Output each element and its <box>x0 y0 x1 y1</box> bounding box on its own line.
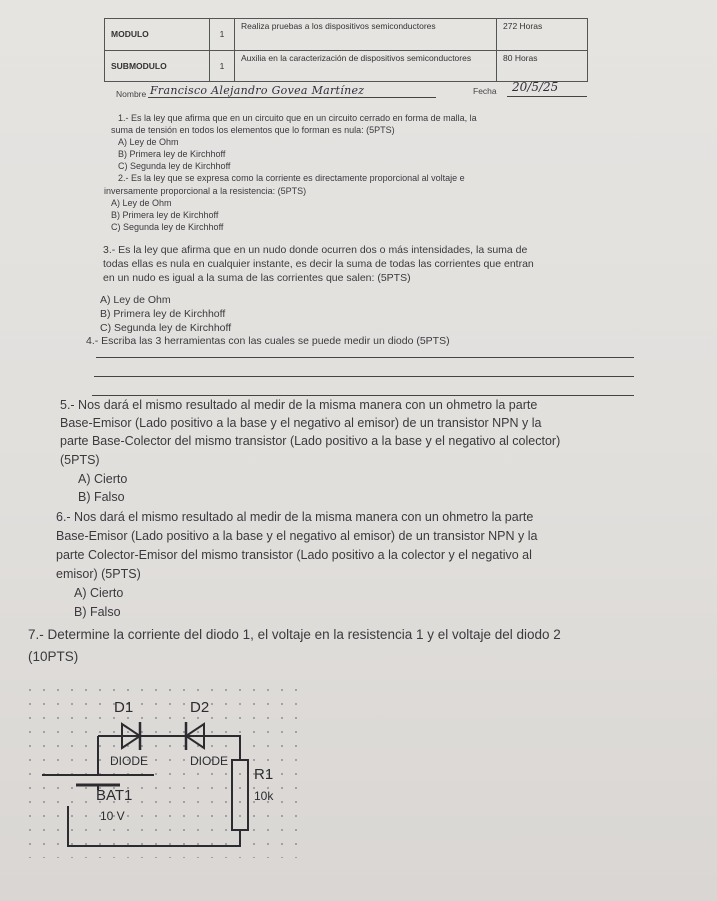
q4-answer-line-3[interactable] <box>92 395 634 396</box>
q5-line2: Base-Emisor (Lado positivo a la base y el negativo al emisor) de un transistor NPN y la <box>60 416 542 430</box>
q1-line2: suma de tensión en todos los elementos que lo forman es nula: (5PTS) <box>111 125 395 135</box>
q1-option-c[interactable]: C) Segunda ley de Kirchhoff <box>118 161 231 171</box>
q5-line1: 5.- Nos dará el mismo resultado al medir de la misma manera con un ohmetro la parte <box>60 398 538 412</box>
module-header-table <box>104 18 588 82</box>
name-underline <box>148 97 436 98</box>
q2-option-b[interactable]: B) Primera ley de Kirchhoff <box>111 210 219 220</box>
q6-line3: parte Colector-Emisor del mismo transistor (Lado positivo a la colector y el negativo al <box>56 548 532 562</box>
date-handwritten[interactable]: 20/5/25 <box>512 80 559 94</box>
module-number: 1 <box>210 19 235 51</box>
date-label: Fecha <box>473 86 497 96</box>
r1-label: R1 <box>254 766 274 783</box>
q5-line3: parte Base-Colector del mismo transistor (Lado positivo a la base y el negativo al colector) <box>60 434 561 448</box>
q6-line2: Base-Emisor (Lado positivo a la base y el negativo al emisor) de un transistor NPN y la <box>56 529 538 543</box>
d2-label: D2 <box>190 699 210 716</box>
q5-option-a[interactable]: A) Cierto <box>78 472 128 486</box>
q1-line1: 1.- Es la ley que afirma que en un circuito que en un circuito cerrado en forma de malla, la <box>118 113 477 123</box>
q1-option-a[interactable]: A) Ley de Ohm <box>118 137 179 147</box>
submodule-hours: 80 Horas <box>497 50 588 82</box>
submodule-number: 1 <box>210 50 235 82</box>
date-underline <box>507 96 587 97</box>
q1-option-b[interactable]: B) Primera ley de Kirchhoff <box>118 149 226 159</box>
d1-type-label: DIODE <box>110 754 149 768</box>
q6-line1: 6.- Nos dará el mismo resultado al medir de la misma manera con un ohmetro la parte <box>56 510 534 524</box>
submodule-row <box>105 50 588 82</box>
circuit-schematic <box>28 688 298 858</box>
bat-value: 10 V <box>100 809 125 823</box>
module-row <box>105 19 588 51</box>
q2-option-a[interactable]: A) Ley de Ohm <box>111 198 172 208</box>
name-handwritten[interactable]: Francisco Alejandro Govea Martínez <box>150 84 365 97</box>
d2-type-label: DIODE <box>190 754 229 768</box>
q4-line1: 4.- Escriba las 3 herramientas con las cuales se puede medir un diodo (5PTS) <box>86 335 450 347</box>
submodule-description: Auxilia en la caracterización de dispositivos semiconductores <box>235 50 497 82</box>
q3-line2: todas ellas es nula en cualquier instante, es decir la suma de todas las corrientes que entran <box>103 258 534 270</box>
q6-option-b[interactable]: B) Falso <box>74 605 121 619</box>
q3-option-a[interactable]: A) Ley de Ohm <box>100 294 171 306</box>
r1-value: 10k <box>254 789 274 803</box>
q2-option-c[interactable]: C) Segunda ley de Kirchhoff <box>111 222 224 232</box>
q3-line3: en un nudo es igual a la suma de las corrientes que salen: (5PTS) <box>103 272 411 284</box>
q3-option-c[interactable]: C) Segunda ley de Kirchhoff <box>100 322 232 334</box>
q6-option-a[interactable]: A) Cierto <box>74 586 124 600</box>
q5-line4: (5PTS) <box>60 453 100 467</box>
q4-answer-line-2[interactable] <box>94 376 634 377</box>
q3-line1: 3.- Es la ley que afirma que en un nudo donde ocurren dos o más intensidades, la suma de <box>103 244 528 256</box>
q7-line1: 7.- Determine la corriente del diodo 1, el voltaje en la resistencia 1 y el voltaje del diodo 2 <box>28 627 561 642</box>
name-label: Nombre <box>116 89 147 99</box>
submodule-label: SUBMODULO <box>105 50 210 82</box>
q4-answer-line-1[interactable] <box>96 357 634 358</box>
bat-label: BAT1 <box>96 787 133 804</box>
module-label: MODULO <box>105 19 210 51</box>
module-description: Realiza pruebas a los dispositivos semiconductores <box>235 19 497 51</box>
q7-line2: (10PTS) <box>28 649 79 664</box>
q3-option-b[interactable]: B) Primera ley de Kirchhoff <box>100 308 226 320</box>
q6-line4: emisor) (5PTS) <box>56 567 141 581</box>
module-hours: 272 Horas <box>497 19 588 51</box>
d1-label: D1 <box>114 699 134 716</box>
q5-option-b[interactable]: B) Falso <box>78 490 125 504</box>
q2-line1: 2.- Es la ley que se expresa como la corriente es directamente proporcional al voltaje e <box>118 173 465 183</box>
q2-line2: inversamente proporcional a la resistencia: (5PTS) <box>104 186 307 196</box>
